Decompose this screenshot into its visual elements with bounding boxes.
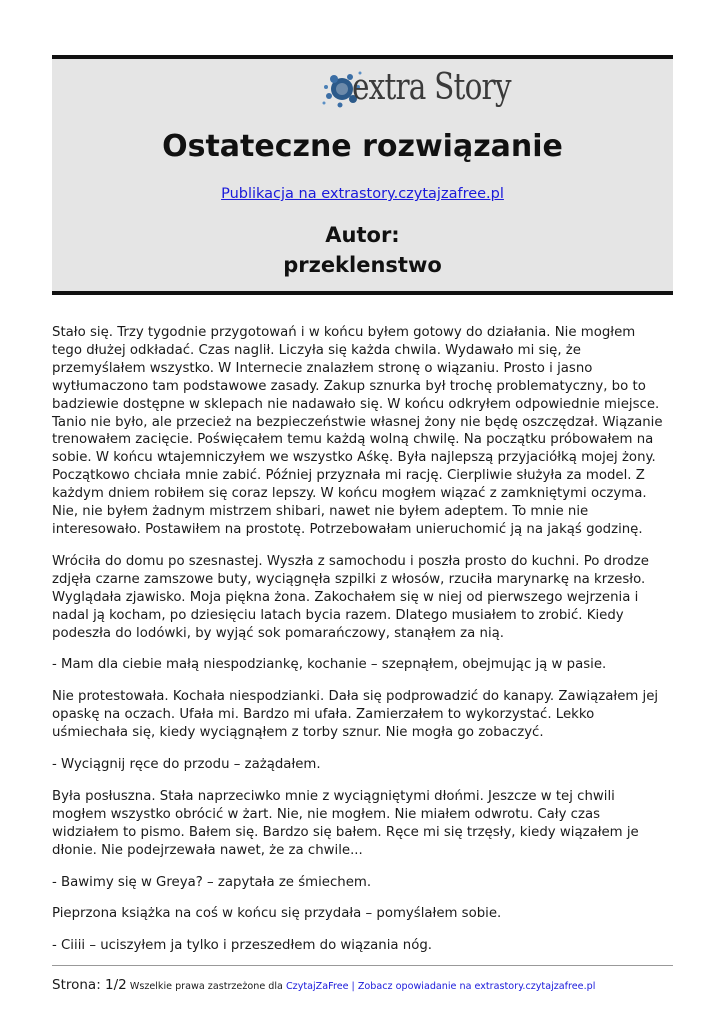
publication-link[interactable]: Publikacja na extrastory.czytajzafree.pl bbox=[221, 186, 504, 202]
paragraph: Wróciła do domu po szesnastej. Wyszła z samochodu i poszła prosto do kuchni. Po drodze zdjęła czarne zamszowe buty, wyciągnęła szpilki z włosów, rzuciła marynarkę na krzesło. Wyglądała zjawisko. Moja piękna żona. Zakochałem się w niej od pierwszego wejrzenia i nadal ją kocham, po dziesięciu latach bycia razem. Dlatego musiałem to zrobić. Kiedy podeszła do lodówki, by wyjąć sok pomarańczowy, stanąłem za nią. bbox=[52, 553, 649, 641]
document-header bbox=[52, 55, 673, 295]
paragraph: - Mam dla ciebie małą niespodziankę, kochanie – szepnąłem, obejmując ją w pasie. bbox=[52, 657, 607, 673]
paragraph: - Wyciągnij ręce do przodu – zażądałem. bbox=[52, 757, 321, 773]
footer-separator: | bbox=[348, 981, 358, 992]
author-name: przeklenstwo bbox=[283, 253, 442, 277]
page-number: Strona: 1/2 bbox=[52, 977, 127, 993]
extra-story-logo bbox=[320, 65, 510, 115]
paragraph: Pieprzona książka na coś w końcu się przydała – pomyślałem sobie. bbox=[52, 906, 502, 922]
logo-text: extra Story bbox=[352, 67, 511, 108]
story-title: Ostateczne rozwiązanie bbox=[162, 129, 563, 164]
rights-text: Wszelkie prawa zastrzeżone dla bbox=[126, 981, 286, 992]
paragraph: - Ciiii – uciszyłem ja tylko i przeszedłem do wiązania nóg. bbox=[52, 938, 432, 954]
paragraph: Nie protestowała. Kochała niespodzianki. Dała się podprowadzić do kanapy. Zawiązałem jej opaskę na oczach. Ufała mi. Bardzo mi ufała. Zamierzałem to wykorzystać. Lekko uśmiechała się, kiedy wyciągnąłem z torby sznur. Nie mogła go zobaczyć. bbox=[52, 689, 659, 741]
paragraph: Była posłuszna. Stała naprzeciwko mnie z wyciągniętymi dłońmi. Jeszcze w tej chwili mogłem wszystko obrócić w żart. Nie, nie mogłem. Nie miałem odwrotu. Cały czas widziałem to pismo. Bałem się. Bardzo się bałem. Ręce mi się trzęsły, kiedy wiązałem je dłonie. Nie podejrzewała nawet, że za chwile... bbox=[52, 788, 639, 858]
page-footer bbox=[52, 975, 676, 996]
footer-divider bbox=[52, 965, 673, 966]
author-label: Autor: bbox=[325, 223, 400, 247]
paragraph: Stało się. Trzy tygodnie przygotowań i w końcu byłem gotowy do działania. Nie mogłem tego dłużej odkładać. Czas naglił. Liczyła się każda chwila. Wydawało mi się, że przemyślałem wszystko. W Internecie znalazłem stronę o wiązaniu. Prosto i jasno wytłumaczono tam podstawowe zasady. Zakup sznurka był trochę problematyczny, bo to badziewie dostępne w sklepach nie nadawało się. W końcu odkryłem odpowiednie miejsce. Tanio nie było, ale przecież na bezpieczeństwie własnej żony nie będę oszczędzał. Wiązanie trenowałem zacięcie. Poświęcałem temu każdą wolną chwilę. Na początku próbowałem na sobie. W końcu wtajemniczyłem we wszystko Aśkę. Była najlepszą przyjaciółką mojej żony. Początkowo chciała mnie zabić. Później przyznała mi rację. Cierpliwie służyła za model. Z każdym dniem robiłem się coraz lepszy. W końcu mogłem wiązać z zamkniętymi oczyma. Nie, nie byłem żadnym mistrzem shibari, nawet nie byłem adeptem. To mnie nie interesowało. Postawiłem na prostotę. Potrzebowałam unieruchomić ją na jakąś godzinę. bbox=[52, 325, 663, 537]
paragraph: - Bawimy się w Greya? – zapytała ze śmiechem. bbox=[52, 874, 372, 890]
brand-link[interactable]: CzytajZaFree bbox=[285, 981, 349, 992]
story-link[interactable]: Zobacz opowiadanie na extrastory.czytajzafree.pl bbox=[357, 981, 596, 992]
story-content bbox=[52, 324, 676, 969]
